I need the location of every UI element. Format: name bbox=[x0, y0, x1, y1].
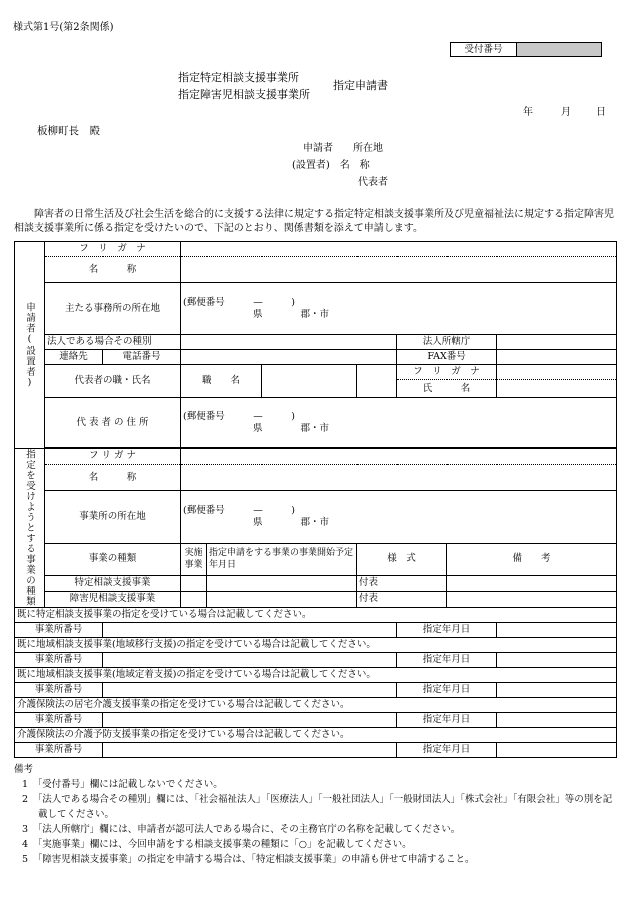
start-date-header: 指定申請をする事業の事業開始予定年月日 bbox=[207, 544, 357, 576]
prior-heading-4: 介護保険法の居宅介護支援事業の指定を受けている場合は記載してください。 bbox=[15, 697, 617, 712]
prior-date-field-4[interactable] bbox=[497, 712, 617, 727]
contact-label: 連絡先 bbox=[45, 350, 103, 365]
prior-date-label-2: 指定年月日 bbox=[397, 652, 497, 667]
applicant-furigana-label: フ リ ガ ナ bbox=[45, 242, 181, 257]
phone-label: 電話番号 bbox=[103, 350, 181, 365]
prior-number-label-3: 事業所番号 bbox=[15, 682, 103, 697]
business-postal: (郵便番号 — ) bbox=[183, 505, 295, 517]
intro-text: 障害者の日常生活及び社会生活を総合的に支援する法律に規定する指定特定相談支援事業所及び児童福祉法に規定する指定障害児相談支援事業所に係る指定を受けたいので、下記のとおり、関係書類を添えて申請します。 bbox=[14, 209, 614, 234]
prior-number-field-1[interactable] bbox=[103, 622, 397, 637]
date-day: 日 bbox=[596, 107, 606, 118]
rep-name-label: 氏 名 bbox=[397, 380, 497, 398]
corp-type-field[interactable] bbox=[181, 335, 397, 350]
row1-format: 付表 bbox=[357, 575, 447, 591]
row1-implemented-field[interactable] bbox=[181, 575, 207, 591]
fax-field[interactable] bbox=[497, 350, 617, 365]
title-suffix: 指定申請書 bbox=[333, 79, 388, 92]
prior-date-label-5: 指定年月日 bbox=[397, 742, 497, 757]
notes-heading: 備考 bbox=[14, 764, 34, 775]
note-item-5: 5 「障害児相談支援事業」の指定を申請する場合は、「特定相談支援事業」の申請も併せて申請すること。 bbox=[22, 854, 475, 865]
prior-date-field-5[interactable] bbox=[497, 742, 617, 757]
rep-title-name-label: 代表者の職・氏名 bbox=[45, 365, 181, 398]
corp-authority-field[interactable] bbox=[497, 335, 617, 350]
prior-number-field-4[interactable] bbox=[103, 712, 397, 727]
note-item-1: 1 「受付番号」欄には記載しないでください。 bbox=[22, 779, 223, 790]
row1-start-date-field[interactable] bbox=[207, 575, 357, 591]
business-side-label: 指定を受けようとする事業の種類 bbox=[15, 449, 45, 608]
date-year: 年 bbox=[523, 107, 533, 118]
rep-address-label: 代 表 者 の 住 所 bbox=[45, 398, 181, 448]
applicant-side-label: 申請者(設置者) bbox=[15, 242, 45, 449]
prior-heading-5: 介護保険法の介護予防支援事業の指定を受けている場合は記載してください。 bbox=[15, 727, 617, 742]
prior-date-label-3: 指定年月日 bbox=[397, 682, 497, 697]
remarks-header: 備 考 bbox=[447, 544, 617, 576]
applicant-furigana-field[interactable] bbox=[181, 242, 617, 257]
prior-number-field-3[interactable] bbox=[103, 682, 397, 697]
business-pref-city: 県 郡・市 bbox=[253, 517, 330, 529]
office-pref-city: 県 郡・市 bbox=[253, 308, 330, 320]
prior-date-field-3[interactable] bbox=[497, 682, 617, 697]
row1-remarks-field[interactable] bbox=[447, 575, 617, 591]
applicant-name-label: (設置者) 名 称 bbox=[292, 160, 370, 171]
business-address-field[interactable] bbox=[181, 491, 617, 544]
receipt-number-box bbox=[450, 42, 602, 57]
row2-format: 付表 bbox=[357, 591, 447, 607]
prior-number-label-2: 事業所番号 bbox=[15, 652, 103, 667]
business-furigana-label: フ リ ガ ナ bbox=[45, 449, 181, 465]
prior-heading-1: 既に特定相談支援事業の指定を受けている場合は記載してください。 bbox=[15, 607, 617, 622]
note-item-3: 3 「法人所轄庁」欄には、申請者が認可法人である場合に、その主務官庁の名称を記載してください。 bbox=[22, 824, 461, 835]
implemented-header: 実施事業 bbox=[181, 544, 207, 576]
prior-date-label-1: 指定年月日 bbox=[397, 622, 497, 637]
prior-number-label-4: 事業所番号 bbox=[15, 712, 103, 727]
form-number: 様式第1号(第2条関係) bbox=[13, 22, 114, 33]
business-name-label: 名 称 bbox=[45, 464, 181, 490]
office-postal: (郵便番号 — ) bbox=[183, 296, 295, 308]
row1-kind: 特定相談支援事業 bbox=[45, 575, 181, 591]
date-month: 月 bbox=[561, 107, 571, 118]
application-table bbox=[14, 241, 617, 758]
prior-number-label-5: 事業所番号 bbox=[15, 742, 103, 757]
applicant-name-label: 名 称 bbox=[45, 257, 181, 283]
corp-authority-label: 法人所轄庁 bbox=[397, 335, 497, 350]
notes-section bbox=[14, 762, 619, 867]
rep-title-field[interactable] bbox=[262, 365, 357, 398]
addressee: 板柳町長 殿 bbox=[37, 125, 100, 137]
rep-title-label: 職 名 bbox=[181, 365, 262, 398]
phone-field[interactable] bbox=[181, 350, 397, 365]
corp-type-label: 法人である場合その種別 bbox=[45, 335, 181, 350]
rep-furigana-label: フ リ ガ ナ bbox=[397, 365, 497, 380]
receipt-number-label: 受付番号 bbox=[451, 43, 517, 56]
kind-header: 事業の種類 bbox=[45, 544, 181, 576]
prior-date-field-1[interactable] bbox=[497, 622, 617, 637]
note-item-2: 2 「法人である場合その種別」欄には、「社会福祉法人」「医療法人」「一般社団法人」「一般財団法人」「株式会社」「有限会社」等の別を記載してください。 bbox=[22, 794, 613, 820]
title-line-1: 指定特定相談支援事業所 bbox=[178, 71, 299, 84]
title-line-2: 指定障害児相談支援事業所 bbox=[178, 88, 310, 101]
prior-number-label-1: 事業所番号 bbox=[15, 622, 103, 637]
office-address-field[interactable] bbox=[181, 283, 617, 335]
prior-date-label-4: 指定年月日 bbox=[397, 712, 497, 727]
rep-name-field[interactable] bbox=[497, 380, 617, 398]
applicant-address-label: 申請者 所在地 bbox=[303, 143, 383, 154]
applicant-name-field[interactable] bbox=[181, 257, 617, 283]
note-item-4: 4 「実施事業」欄には、今回申請をする相談支援事業の種類に「○」を記載してください。 bbox=[22, 839, 412, 850]
rep-pref-city: 県 郡・市 bbox=[253, 422, 330, 434]
applicant-representative-label: 代表者 bbox=[358, 177, 388, 188]
prior-number-field-5[interactable] bbox=[103, 742, 397, 757]
row2-kind: 障害児相談支援事業 bbox=[45, 591, 181, 607]
rep-title-spacer bbox=[357, 365, 397, 398]
office-address-label: 主たる事務所の所在地 bbox=[45, 283, 181, 335]
prior-date-field-2[interactable] bbox=[497, 652, 617, 667]
rep-postal: (郵便番号 — ) bbox=[183, 410, 295, 422]
prior-number-field-2[interactable] bbox=[103, 652, 397, 667]
business-name-field[interactable] bbox=[181, 464, 617, 490]
fax-label: FAX番号 bbox=[397, 350, 497, 365]
rep-address-field[interactable] bbox=[181, 398, 617, 448]
format-header: 様 式 bbox=[357, 544, 447, 576]
row2-implemented-field[interactable] bbox=[181, 591, 207, 607]
business-furigana-field[interactable] bbox=[181, 449, 617, 465]
rep-furigana-field[interactable] bbox=[497, 365, 617, 380]
prior-heading-2: 既に地域相談支援事業(地域移行支援)の指定を受けている場合は記載してください。 bbox=[15, 637, 617, 652]
business-address-label: 事業所の所在地 bbox=[45, 491, 181, 544]
row2-start-date-field[interactable] bbox=[207, 591, 357, 607]
row2-remarks-field[interactable] bbox=[447, 591, 617, 607]
prior-heading-3: 既に地域相談支援事業(地域定着支援)の指定を受けている場合は記載してください。 bbox=[15, 667, 617, 682]
receipt-number-field[interactable] bbox=[517, 43, 601, 56]
